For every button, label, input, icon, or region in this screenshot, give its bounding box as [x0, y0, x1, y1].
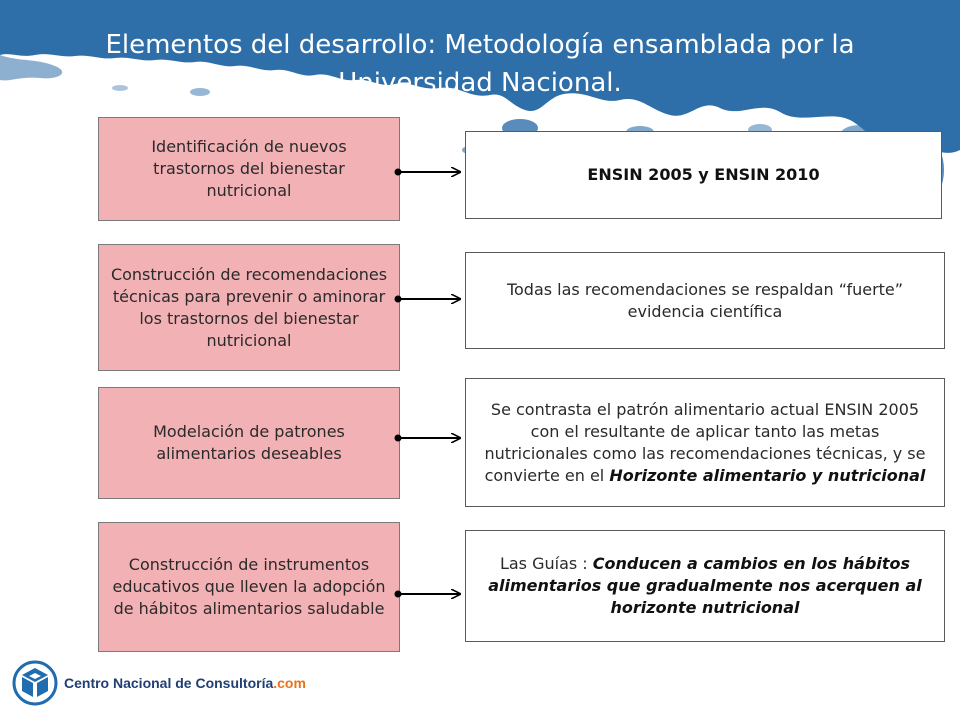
result-plain-text: Se contrasta el patrón alimentario actual ENSIN 2005 con el resultante de aplicar tanto las metas nutricionales como las recomendaciones técnicas, y se convierte en el — [484, 399, 926, 485]
step-box-instrumentos: Construcción de instrumentos educativos que lleven la adopción de hábitos alimentarios saludable — [98, 522, 400, 652]
result-box-guias — [465, 530, 945, 642]
result-emphasis-text: Conducen a cambios en los hábitos alimentarios que gradualmente nos acerquen al horizonte nutricional — [488, 554, 922, 617]
result-box-ensin: ENSIN 2005 y ENSIN 2010 — [465, 131, 942, 219]
logo-wordmark — [64, 675, 306, 691]
result-emphasis-text: Horizonte alimentario y nutricional — [609, 465, 926, 485]
page-title: Elementos del desarrollo: Metodología ensamblada por la Universidad Nacional. — [105, 30, 855, 98]
company-logo — [12, 660, 306, 706]
arrow-row-2 — [395, 296, 461, 303]
result-text-horizonte — [478, 399, 932, 487]
step-box-identificacion: Identificación de nuevos trastornos del bienestar nutricional — [98, 117, 400, 221]
result-plain-text: Las Guías : — [499, 554, 593, 573]
arrow-row-4 — [395, 591, 461, 598]
step-box-recomendaciones: Construcción de recomendaciones técnicas para prevenir o aminorar los trastornos del bienestar nutricional — [98, 244, 400, 371]
result-text-guias — [478, 553, 932, 619]
result-box-horizonte — [465, 378, 945, 507]
result-box-evidencia: Todas las recomendaciones se respaldan “fuerte” evidencia científica — [465, 252, 945, 349]
logo-name: Centro Nacional de Consultoría — [64, 675, 274, 691]
logo-domain: .com — [273, 675, 306, 691]
step-box-modelacion: Modelación de patrones alimentarios deseables — [98, 387, 400, 499]
cube-logo-icon — [12, 660, 58, 706]
arrow-row-3 — [395, 435, 461, 442]
